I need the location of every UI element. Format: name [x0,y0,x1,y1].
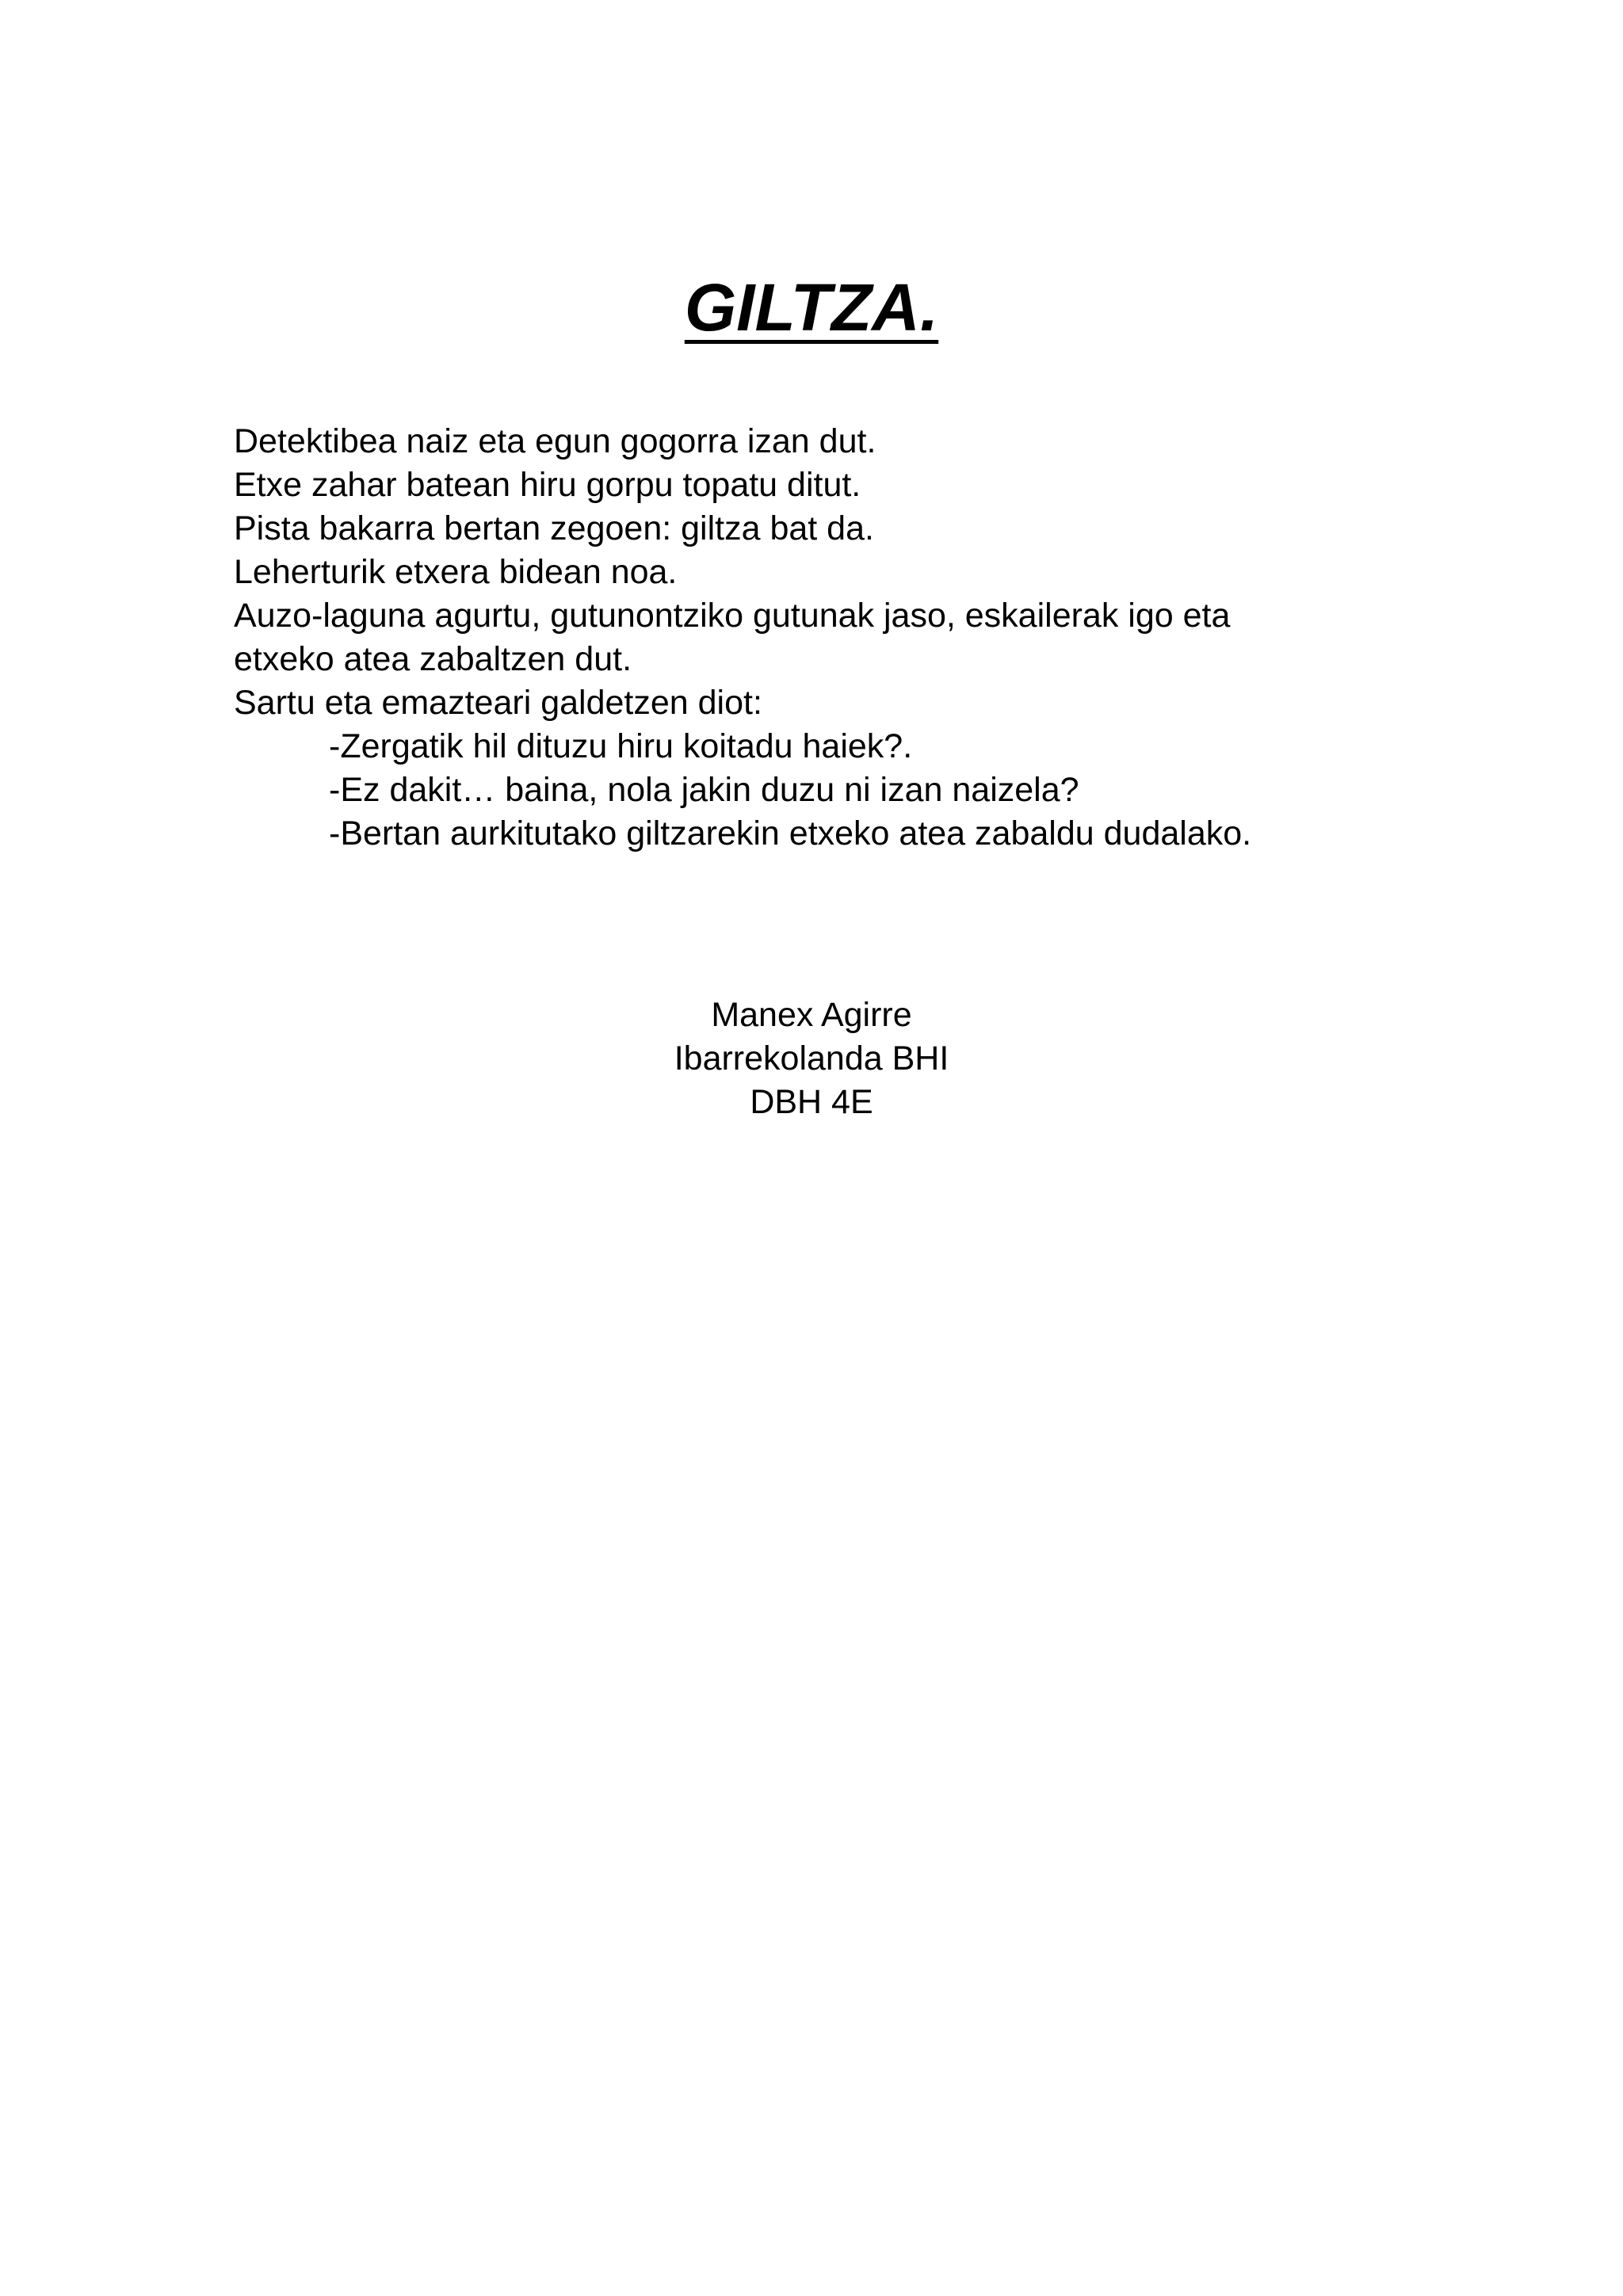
story-line: Leherturik etxera bidean noa. [234,553,678,591]
class-name: DBH 4E [750,1083,873,1121]
dialogue-line: -Bertan aurkitutako giltzarekin etxeko atea zabaldu dudalako. [329,814,1252,852]
story-title: GILTZA. [684,270,939,345]
story-line: Etxe zahar batean hiru gorpu topatu ditut. [234,466,861,504]
story-line: Detektibea naiz eta egun gogorra izan dut. [234,422,876,460]
signature-block [0,994,1623,1124]
school-name: Ibarrekolanda BHI [674,1039,949,1077]
dialogue-line: -Zergatik hil dituzu hiru koitadu haiek?. [329,727,913,765]
author-name: Manex Agirre [711,996,912,1034]
story-line: Pista bakarra bertan zegoen: giltza bat da. [234,509,874,547]
story-line: etxeko atea zabaltzen dut. [234,640,632,678]
dialogue-line: -Ez dakit… baina, nola jakin duzu ni izan naizela? [329,771,1079,809]
story-line: Sartu eta emazteari galdetzen diot: [234,684,762,722]
story-line: Auzo-laguna agurtu, gutunontziko gutunak jaso, eskailerak igo eta [234,597,1231,635]
story-body [234,420,1407,856]
